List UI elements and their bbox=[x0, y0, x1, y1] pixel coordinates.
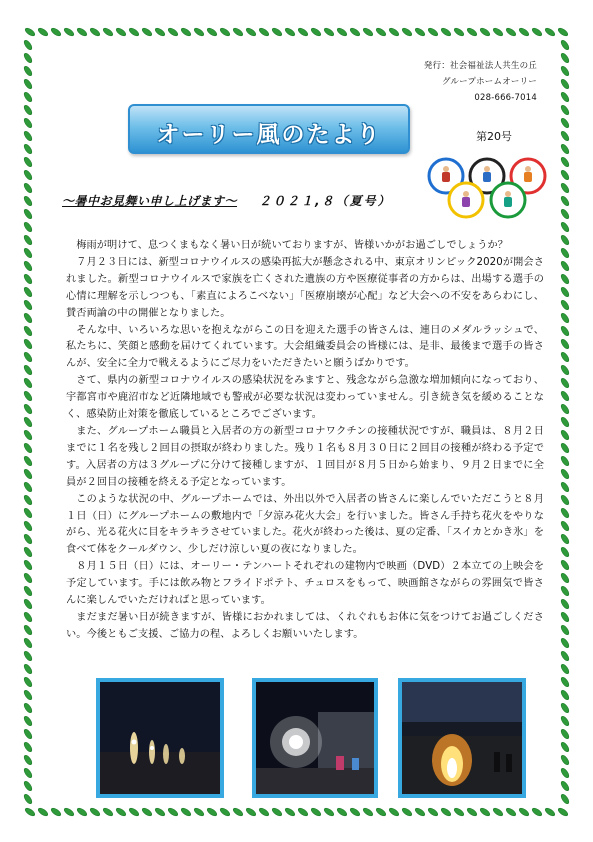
vine-leaf bbox=[297, 27, 309, 38]
vine-leaf bbox=[560, 689, 571, 701]
vine-leaf bbox=[557, 27, 569, 38]
vine-leaf bbox=[560, 65, 571, 77]
publisher-block bbox=[317, 58, 537, 106]
vine-leaf bbox=[154, 807, 166, 818]
vine-leaf bbox=[427, 27, 439, 38]
vine-leaf bbox=[23, 780, 34, 792]
paragraph: そんな中、いろいろな思いを抱えながらこの日を迎えた選手の皆さんは、連日のメダルラッシュで、私たちに、笑顔と感動を届けてくれています。大会組織委員会の皆様には、是非、最後まで選手の皆さんが、安全に全力で戦えるようにご尽力をいただきたいと願うばかりです。 bbox=[66, 324, 544, 370]
vine-leaf bbox=[388, 27, 400, 38]
vine-leaf bbox=[23, 260, 34, 272]
vine-leaf bbox=[23, 624, 34, 636]
vine-leaf bbox=[440, 807, 452, 818]
vine-leaf bbox=[560, 338, 571, 350]
vine-leaf bbox=[401, 807, 413, 818]
vine-leaf bbox=[544, 807, 556, 818]
masthead-banner bbox=[128, 104, 410, 154]
vine-leaf bbox=[297, 807, 309, 818]
vine-leaf bbox=[23, 702, 34, 714]
vine-leaf bbox=[560, 611, 571, 623]
vine-leaf bbox=[505, 27, 517, 38]
vine-leaf bbox=[323, 27, 335, 38]
vine-leaf bbox=[24, 27, 36, 38]
summer-greeting bbox=[62, 192, 392, 209]
vine-leaf bbox=[23, 403, 34, 415]
greeting-date: ２０２１,８（夏号） bbox=[259, 194, 392, 208]
vine-leaf bbox=[466, 807, 478, 818]
vine-leaf bbox=[193, 27, 205, 38]
vine-leaf bbox=[375, 27, 387, 38]
vine-leaf bbox=[63, 807, 75, 818]
vine-leaf bbox=[23, 377, 34, 389]
vine-leaf bbox=[23, 182, 34, 194]
vine-leaf bbox=[440, 27, 452, 38]
vine-leaf bbox=[23, 416, 34, 428]
vine-leaf bbox=[362, 27, 374, 38]
vine-leaf bbox=[141, 27, 153, 38]
vine-leaf bbox=[479, 27, 491, 38]
vine-leaf bbox=[560, 741, 571, 753]
vine-leaf bbox=[505, 807, 517, 818]
vine-leaf bbox=[206, 27, 218, 38]
vine-leaf bbox=[560, 585, 571, 597]
vine-leaf bbox=[560, 494, 571, 506]
vine-leaf bbox=[232, 807, 244, 818]
vine-leaf bbox=[560, 507, 571, 519]
vine-leaf bbox=[23, 221, 34, 233]
vine-leaf bbox=[23, 65, 34, 77]
vine-leaf bbox=[557, 807, 569, 818]
vine-leaf bbox=[560, 143, 571, 155]
vine-leaf bbox=[560, 39, 571, 51]
vine-leaf bbox=[401, 27, 413, 38]
phone-number: 028-666-7014 bbox=[474, 93, 537, 103]
vine-leaf bbox=[23, 78, 34, 90]
vine-leaf bbox=[23, 390, 34, 402]
vine-leaf bbox=[23, 208, 34, 220]
vine-leaf bbox=[180, 27, 192, 38]
vine-leaf bbox=[23, 611, 34, 623]
paragraph: ７月２３日には、新型コロナウイルスの感染再拡大が懸念される中、東京オリンピック2020が開会されました。新型コロナウイルスで家族を亡くされた遺族の方や医療従事者の方からは、出場する選手の心情に理解を示しつつも、「素直によろこべない」「医療崩壊が心配」など大会への不安をあらわにし、賛否両論の中の開催となりました。 bbox=[66, 256, 544, 319]
vine-leaf bbox=[23, 299, 34, 311]
vine-leaf bbox=[167, 807, 179, 818]
vine-leaf bbox=[466, 27, 478, 38]
vine-leaf bbox=[23, 455, 34, 467]
vine-leaf bbox=[154, 27, 166, 38]
vine-leaf bbox=[349, 27, 361, 38]
vine-leaf bbox=[23, 559, 34, 571]
vine-leaf bbox=[23, 195, 34, 207]
paragraph: このような状況の中、グループホームでは、外出以外で入居者の皆さんに楽しんでいただこうと８月１日（日）にグループホームの敷地内で「夕涼み花火大会」を行いました。皆さん手持ち花火をやりながら、光る花火に目をキラキラさせていました。花火が終わった後は、夏の定番、「スイカとかき氷」を食べて体をクールダウン、少しだけ涼しい夏の夜になりました。 bbox=[66, 493, 544, 556]
vine-leaf bbox=[414, 27, 426, 38]
vine-leaf bbox=[102, 807, 114, 818]
vine-leaf bbox=[23, 247, 34, 259]
paragraph: さて、県内の新型コロナウイルスの感染状況をみますと、残念ながら急激な増加傾向になっており、宇都宮市や鹿沼市など近隣地域でも警戒が必要な状況は変わっていません。引き続き気を緩めることなく、感染防止対策を徹底しているところでございます。 bbox=[66, 375, 544, 421]
vine-leaf bbox=[23, 312, 34, 324]
vine-leaf bbox=[23, 156, 34, 168]
vine-leaf bbox=[560, 364, 571, 376]
vine-leaf bbox=[89, 807, 101, 818]
vine-leaf bbox=[560, 286, 571, 298]
vine-leaf bbox=[23, 520, 34, 532]
vine-leaf bbox=[258, 27, 270, 38]
vine-leaf bbox=[518, 807, 530, 818]
vine-leaf bbox=[23, 364, 34, 376]
vine-leaf bbox=[23, 546, 34, 558]
vine-leaf bbox=[336, 807, 348, 818]
vine-leaf bbox=[23, 650, 34, 662]
vine-leaf bbox=[479, 807, 491, 818]
vine-leaf bbox=[560, 663, 571, 675]
vine-leaf bbox=[23, 143, 34, 155]
vine-leaf bbox=[76, 807, 88, 818]
publisher-org: 発行：社会福祉法人共生の丘 bbox=[423, 61, 537, 71]
vine-leaf bbox=[23, 442, 34, 454]
vine-leaf bbox=[37, 27, 49, 38]
vine-leaf bbox=[560, 468, 571, 480]
vine-leaf bbox=[115, 807, 127, 818]
greeting-title: 〜暑中お見舞い申し上げます〜 bbox=[62, 194, 238, 208]
vine-leaf bbox=[560, 403, 571, 415]
vine-leaf bbox=[560, 676, 571, 688]
vine-leaf bbox=[284, 807, 296, 818]
vine-leaf bbox=[23, 91, 34, 103]
vine-leaf bbox=[23, 598, 34, 610]
vine-leaf bbox=[23, 507, 34, 519]
vine-leaf bbox=[560, 559, 571, 571]
vine-leaf bbox=[23, 130, 34, 142]
vine-leaf bbox=[23, 533, 34, 545]
bonfire-photo bbox=[398, 678, 526, 798]
vine-leaf bbox=[560, 767, 571, 779]
vine-leaf bbox=[167, 27, 179, 38]
vine-leaf bbox=[531, 807, 543, 818]
vine-leaf bbox=[23, 39, 34, 51]
vine-leaf bbox=[560, 780, 571, 792]
vine-leaf bbox=[23, 676, 34, 688]
vine-leaf bbox=[128, 27, 140, 38]
vine-leaf bbox=[23, 273, 34, 285]
vine-leaf bbox=[560, 546, 571, 558]
fireworks-photo-2 bbox=[252, 678, 378, 798]
olympic-rings-illustration bbox=[424, 156, 550, 222]
vine-leaf bbox=[23, 585, 34, 597]
vine-leaf bbox=[560, 182, 571, 194]
vine-leaf bbox=[50, 807, 62, 818]
vine-leaf bbox=[544, 27, 556, 38]
issue-number: 第20号 bbox=[476, 130, 512, 143]
vine-leaf bbox=[560, 533, 571, 545]
vine-leaf bbox=[560, 637, 571, 649]
paragraph: まだまだ暑い日が続きますが、皆様におかれましては、くれぐれもお体に気をつけてお過ごしください。今後ともご支援、ご協力の程、よろしくお願いいたします。 bbox=[66, 611, 544, 640]
vine-leaf bbox=[23, 169, 34, 181]
vine-leaf bbox=[193, 807, 205, 818]
vine-leaf bbox=[560, 312, 571, 324]
vine-leaf bbox=[414, 807, 426, 818]
vine-leaf bbox=[23, 286, 34, 298]
vine-leaf bbox=[560, 754, 571, 766]
vine-leaf bbox=[560, 416, 571, 428]
vine-leaf bbox=[560, 299, 571, 311]
vine-leaf bbox=[560, 325, 571, 337]
home-name: グループホームオーリー bbox=[441, 77, 537, 87]
vine-leaf bbox=[23, 338, 34, 350]
vine-leaf bbox=[560, 78, 571, 90]
vine-leaf bbox=[23, 767, 34, 779]
vine-leaf bbox=[24, 807, 36, 818]
vine-leaf bbox=[453, 27, 465, 38]
vine-leaf bbox=[23, 325, 34, 337]
vine-leaf bbox=[37, 807, 49, 818]
fireworks-photo-1 bbox=[96, 678, 224, 798]
vine-leaf bbox=[336, 27, 348, 38]
vine-leaf bbox=[115, 27, 127, 38]
vine-leaf bbox=[23, 351, 34, 363]
vine-leaf bbox=[219, 27, 231, 38]
vine-leaf bbox=[284, 27, 296, 38]
vine-leaf bbox=[560, 234, 571, 246]
vine-leaf bbox=[375, 807, 387, 818]
vine-leaf bbox=[180, 807, 192, 818]
vine-leaf bbox=[245, 807, 257, 818]
vine-leaf bbox=[492, 807, 504, 818]
paragraph: 梅雨が明けて、息つくまもなく暑い日が続いておりますが、皆様いかがお過ごしでしょうか？ bbox=[76, 240, 509, 251]
vine-leaf bbox=[323, 807, 335, 818]
vine-leaf bbox=[560, 130, 571, 142]
vine-leaf bbox=[560, 572, 571, 584]
vine-leaf bbox=[492, 27, 504, 38]
vine-leaf bbox=[560, 442, 571, 454]
vine-leaf bbox=[560, 793, 571, 805]
vine-leaf bbox=[531, 27, 543, 38]
vine-leaf bbox=[141, 807, 153, 818]
vine-leaf bbox=[23, 117, 34, 129]
vine-leaf bbox=[23, 637, 34, 649]
vine-leaf bbox=[245, 27, 257, 38]
vine-leaf bbox=[560, 429, 571, 441]
vine-leaf bbox=[23, 52, 34, 64]
vine-leaf bbox=[560, 351, 571, 363]
vine-leaf bbox=[23, 234, 34, 246]
vine-leaf bbox=[560, 728, 571, 740]
vine-leaf bbox=[23, 754, 34, 766]
vine-leaf bbox=[560, 117, 571, 129]
vine-leaf bbox=[23, 793, 34, 805]
vine-leaf bbox=[50, 27, 62, 38]
vine-leaf bbox=[89, 27, 101, 38]
vine-leaf bbox=[388, 807, 400, 818]
vine-leaf bbox=[271, 807, 283, 818]
vine-leaf bbox=[560, 390, 571, 402]
vine-leaf bbox=[518, 27, 530, 38]
paragraph: ８月１５日（日）には、オーリー・テンハートそれぞれの建物内で映画（DVD）２本立ての上映会を予定しています。手には飲み物とフライドポテト、チュロスをもって、映画館さながらの雰囲気で皆さんに楽しんでいただければと思っています。 bbox=[66, 561, 544, 607]
vine-leaf bbox=[453, 807, 465, 818]
vine-leaf bbox=[23, 429, 34, 441]
vine-leaf bbox=[23, 494, 34, 506]
vine-leaf bbox=[560, 195, 571, 207]
vine-leaf bbox=[76, 27, 88, 38]
vine-leaf bbox=[206, 807, 218, 818]
vine-leaf bbox=[362, 807, 374, 818]
vine-leaf bbox=[560, 156, 571, 168]
vine-leaf bbox=[560, 624, 571, 636]
vine-leaf bbox=[63, 27, 75, 38]
vine-leaf bbox=[560, 520, 571, 532]
vine-leaf bbox=[310, 807, 322, 818]
vine-leaf bbox=[560, 481, 571, 493]
vine-leaf bbox=[23, 572, 34, 584]
vine-leaf bbox=[560, 221, 571, 233]
article-body bbox=[66, 238, 544, 644]
vine-leaf bbox=[560, 169, 571, 181]
paragraph: また、グループホーム職員と入居者の方の新型コロナワクチンの接種状況ですが、職員は、８月２日までに１名を残し２回目の摂取が終わりました。残り１名も８月３０日に２回目の接種が終わる予定です。入居者の方は３グループに分けて接種しますが、１回目が８月５日から始まり、９月２日までに全員が２回目の接種を終える予定となっています。 bbox=[66, 425, 544, 488]
vine-leaf bbox=[560, 260, 571, 272]
vine-leaf bbox=[23, 728, 34, 740]
vine-leaf bbox=[258, 807, 270, 818]
vine-leaf bbox=[560, 91, 571, 103]
vine-leaf bbox=[23, 663, 34, 675]
vine-leaf bbox=[560, 104, 571, 116]
vine-leaf bbox=[232, 27, 244, 38]
vine-leaf bbox=[219, 807, 231, 818]
newsletter-title: オーリー風のたより bbox=[156, 122, 382, 148]
vine-leaf bbox=[310, 27, 322, 38]
vine-leaf bbox=[128, 807, 140, 818]
vine-leaf bbox=[349, 807, 361, 818]
vine-leaf bbox=[560, 247, 571, 259]
vine-leaf bbox=[560, 715, 571, 727]
vine-leaf bbox=[23, 715, 34, 727]
vine-leaf bbox=[23, 104, 34, 116]
vine-leaf bbox=[102, 27, 114, 38]
vine-leaf bbox=[23, 741, 34, 753]
vine-leaf bbox=[23, 481, 34, 493]
vine-leaf bbox=[560, 455, 571, 467]
vine-leaf bbox=[271, 27, 283, 38]
vine-leaf bbox=[427, 807, 439, 818]
vine-leaf bbox=[23, 468, 34, 480]
vine-leaf bbox=[560, 273, 571, 285]
vine-leaf bbox=[560, 650, 571, 662]
vine-leaf bbox=[560, 52, 571, 64]
vine-leaf bbox=[560, 598, 571, 610]
vine-leaf bbox=[560, 377, 571, 389]
vine-leaf bbox=[560, 702, 571, 714]
vine-leaf bbox=[23, 689, 34, 701]
vine-leaf bbox=[560, 208, 571, 220]
